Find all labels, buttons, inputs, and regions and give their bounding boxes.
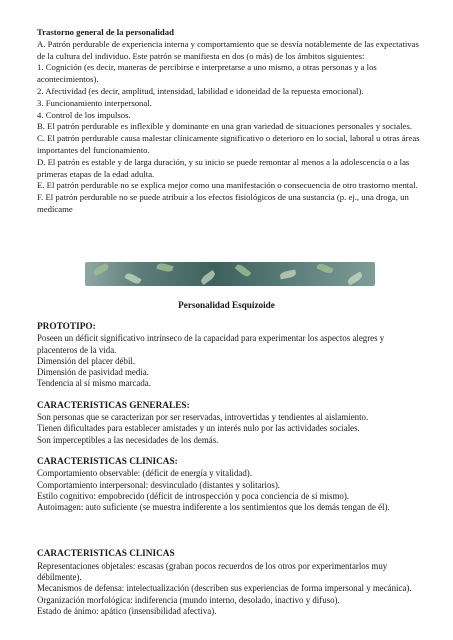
clinicas-title-2: CARACTERISTICAS CLINICAS — [37, 549, 175, 560]
criterion-f: F. El patrón perdurable no se puede atribuir a los efectos fisiológicos de una sustancia (p. ej., una droga, un medícame — [37, 192, 409, 214]
prototipo-line: Poseen un déficit significativo intrínseco de la capacidad para experimentar los aspectos alegres y placenteros de la vida. — [37, 333, 385, 355]
clinicas-line: Comportamiento observable: (déficit de energía y vitalidad). — [37, 468, 252, 479]
clinicas-line: Autoimagen: auto suficiente (se muestra indiferente a los sentimientos que los demás tengan de él). — [37, 502, 390, 513]
clinicas-line-2: Representaciones objetales: escasas (graban pocos recuerdos de los otros por experimentarlos muy débilmente). — [37, 560, 388, 583]
schizoid-body — [37, 322, 422, 617]
criterion-c: C. El patrón perdurable causa malestar clínicamente significativo o deterioro en lo social, laboral u otras áreas importantes del funcionamiento. — [37, 133, 420, 155]
criterion-a-2: 2. Afectividad (es decir, amplitud, intensidad, labilidad e idoneidad de la repuesta emocional). — [37, 85, 364, 96]
generales-line: Son imperceptibles a las necesidades de los demás. — [37, 434, 219, 445]
clinicas-line-2: Mecanismos de defensa: intelectualización (describen sus experiencias de forma impersonal y mecánica). — [37, 583, 412, 594]
criterion-e: E. El patrón perdurable no se explica mejor como una manifestación o consecuencia de otro trastorno mental. — [37, 180, 418, 191]
clinicas-title: CARACTERISTICAS CLINICAS: — [37, 456, 178, 467]
prototipo-title: PROTOTIPO: — [37, 322, 96, 332]
decorative-leaf-banner — [85, 262, 375, 286]
generales-title: CARACTERISTICAS GENERALES: — [37, 400, 190, 411]
clinicas-line: Estilo cognitivo: empobrecido (déficit de introspección y poca conciencia de sí mismo). — [37, 490, 350, 501]
generales-line: Tienen dificultades para establecer amistades y un interés nulo por las actividades sociales. — [37, 423, 360, 434]
criterion-d: D. El patrón es estable y de larga duración, y su inicio se puede remontar al menos a la adolescencia o a las primeras etapas de la edad adulta. — [37, 156, 410, 179]
section-title: Trastorno general de la personalidad — [37, 27, 174, 37]
prototipo-line: Tendencia al sí mismo marcada. — [37, 378, 151, 389]
prototipo-line: Dimensión del placer débil. — [37, 355, 136, 366]
clinicas-line: Comportamiento interpersonal: desvinculado (distantes y solitarios). — [37, 479, 281, 490]
general-disorder-section — [37, 27, 422, 216]
generales-line: Son personas que se caracterizan por ser reservadas, introvertidas y tendientes al aislamiento. — [37, 412, 369, 423]
criterion-b: B. El patrón perdurable es inflexible y dominante en una gran variedad de situaciones personales y sociales. — [37, 121, 412, 132]
prototipo-line: Dimensión de pasividad media. — [37, 367, 149, 378]
criterion-a-3: 3. Funcionamiento interpersonal. — [37, 97, 152, 108]
criterion-a-1: 1. Cognición (es decir, maneras de percibirse e interpretarse a uno mismo, a otras personas y a los acontecimientos). — [37, 62, 377, 85]
criterion-a-4: 4. Control de los impulsos. — [37, 109, 131, 120]
clinicas-line-2: Estado de ánimo: apático (insensibilidad afectiva). — [37, 605, 217, 616]
clinicas-line-2: Organización morfológica: indiferencia (mundo interno, desolado, inactivo y difuso). — [37, 594, 340, 605]
criterion-a: A. Patrón perdurable de experiencia interna y comportamiento que se desvía notablemente de las expectativas de la cultura del individuo. Este patrón se manifiesta en dos (o más) de los ámbitos siguientes: — [37, 38, 419, 61]
section-heading: Personalidad Esquizoide — [178, 300, 275, 310]
